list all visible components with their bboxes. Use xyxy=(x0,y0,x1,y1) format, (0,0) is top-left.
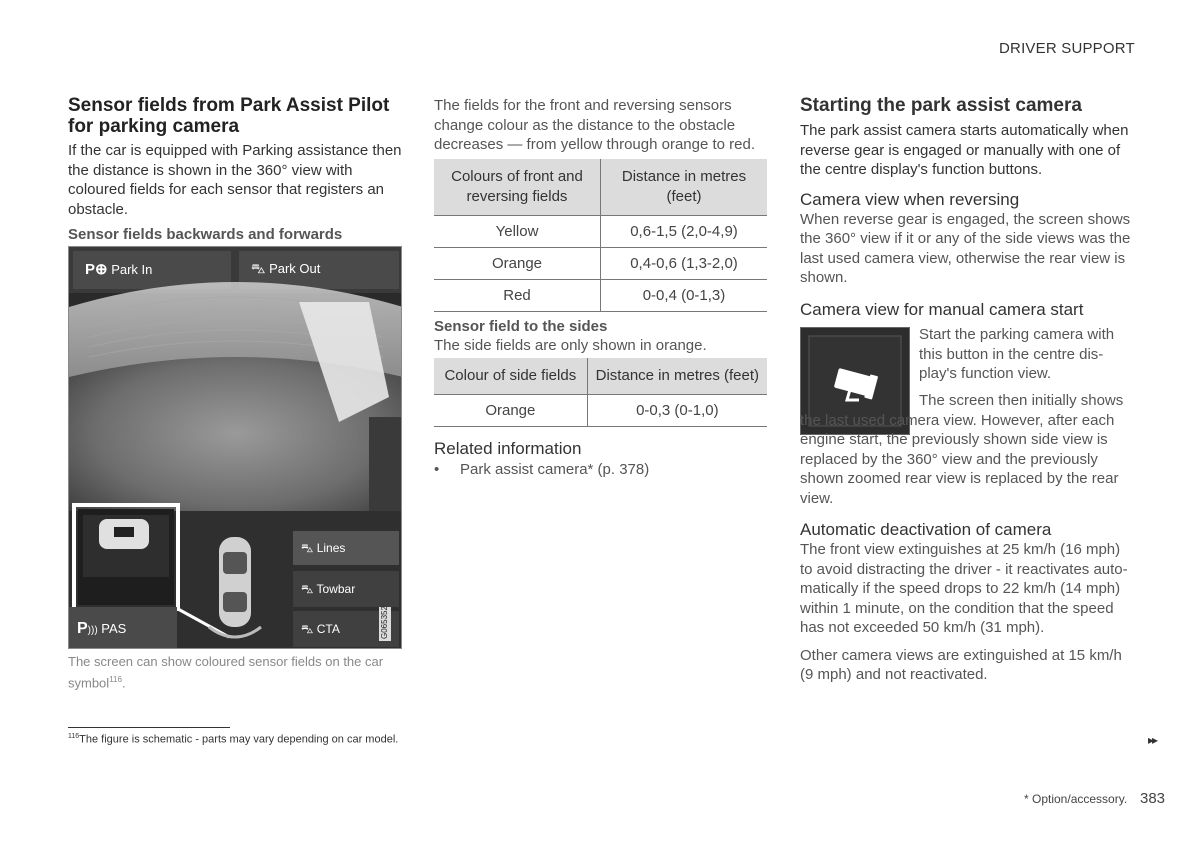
manual-start-text-2: The screen then initially shows the last used camera view. However, after each engine start, the previously shown side view is replaced by the 360° view and the previously shown zoomed rear view is replaced by the rear view. xyxy=(800,392,1124,507)
towbar-button[interactable] xyxy=(301,582,355,598)
side-sensor-table xyxy=(434,358,767,427)
lines-label: Lines xyxy=(316,541,346,555)
park-out-icon: ⛍ xyxy=(251,260,266,276)
section-header: DRIVER SUPPORT xyxy=(999,40,1135,57)
side-sensor-heading: Sensor field to the sides xyxy=(434,317,608,335)
option-accessory-note: * Option/accessory. xyxy=(1024,792,1128,806)
towbar-label: Towbar xyxy=(316,582,356,596)
table-row xyxy=(434,279,767,311)
related-heading: Related information xyxy=(434,439,582,458)
park-out-button[interactable] xyxy=(251,260,320,279)
column-3 xyxy=(800,95,1135,320)
table-cell: 0-0,3 (0-1,0) xyxy=(587,395,767,427)
footnote-ref[interactable]: 116 xyxy=(109,675,122,684)
table-row xyxy=(434,215,767,247)
table-cell: 0,4-0,6 (1,3-2,0) xyxy=(601,247,768,279)
column-1 xyxy=(68,95,408,243)
column-2 xyxy=(434,96,767,480)
camera-intro: The park assist camera starts automatically when reverse gear is engaged or manually with one of the centre display's function buttons. xyxy=(800,122,1129,178)
table2-header-colour: Colour of side fields xyxy=(434,358,587,395)
intro-paragraph: If the car is equipped with Parking assistance then the distance is shown in the 360° view with coloured fields for each sensor that registers an obstacle. xyxy=(68,142,402,218)
reversing-heading: Camera view when reversing xyxy=(800,189,1020,209)
section-title: Sensor fields from Park Assist Pilot for parking camera xyxy=(68,95,390,137)
other-views-text: Other camera views are extinguished at 15 km/h (9 mph) and not reactivated. xyxy=(800,646,1122,683)
auto-deactivation-heading: Automatic deactivation of camera xyxy=(800,520,1052,539)
page-number: 383 xyxy=(1140,790,1166,807)
pas-label: PAS xyxy=(101,621,127,636)
cta-icon: ⛍ xyxy=(301,622,314,636)
parking-camera-screen-figure xyxy=(68,246,402,649)
lines-icon: ⛍ xyxy=(301,541,314,555)
table1-header-colour: Colours of front and reversing fields xyxy=(434,159,601,216)
table-row xyxy=(434,247,767,279)
front-rear-sensor-table xyxy=(434,159,767,312)
table2-header-distance: Distance in metres (feet) xyxy=(587,358,767,395)
manual-start-heading: Camera view for manual camera start xyxy=(800,299,1084,319)
reversing-text: When reverse gear is engaged, the screen shows the 360° view if it or any of the side views was the last used camera view, otherwise the rear view is shown. xyxy=(800,210,1131,286)
bullet-icon: • xyxy=(434,461,440,478)
figure-caption: The screen can show coloured sensor fields on the car symbol$^{116}$. xyxy=(68,654,384,691)
towbar-icon: ⛍ xyxy=(301,582,314,596)
footnote xyxy=(68,733,398,746)
park-in-label: Park In xyxy=(111,262,153,277)
figure-caption-text: The screen can show coloured sensor fields on the car symbol xyxy=(68,654,384,691)
park-out-label: Park Out xyxy=(269,261,321,276)
footnote-divider xyxy=(68,727,230,728)
table-cell: Yellow xyxy=(434,215,601,247)
camera-section-title: Starting the park assist camera xyxy=(800,95,1082,116)
related-list-item xyxy=(434,460,767,480)
table1-header-distance: Distance in metres (feet) xyxy=(601,159,768,216)
footnote-number: 116 xyxy=(68,733,80,740)
table-cell: Orange xyxy=(434,395,587,427)
footnote-text: The figure is schematic - parts may vary depending on car model. xyxy=(79,733,399,746)
table-cell: Orange xyxy=(434,247,601,279)
pas-button[interactable]: P))) PAS xyxy=(77,620,127,637)
side-sensor-text: The side fields are only shown in orange. xyxy=(434,336,707,354)
cta-label: CTA xyxy=(316,622,340,636)
colour-intro: The fields for the front and reversing sensors change colour as the distance to the obstacle decreases — from yellow through orange to red. xyxy=(434,97,755,153)
table-cell: 0-0,4 (0-1,3) xyxy=(601,279,768,311)
table-cell: 0,6-1,5 (2,0-4,9) xyxy=(601,215,768,247)
auto-deactivation-block xyxy=(800,520,1135,685)
cta-button[interactable] xyxy=(301,622,340,638)
figure-code: G065352 xyxy=(380,606,389,639)
related-link[interactable]: Park assist camera* (p. 378) xyxy=(460,461,650,478)
park-in-button[interactable] xyxy=(85,260,152,278)
pas-icon: P xyxy=(77,620,88,637)
auto-deactivation-text: The front view extinguishes at 25 km/h (16 mph) to avoid distracting the driver - it reactivates auto-matically if the speed drops to 22 km/h (14 mph) within 1 minute, on the condition that the speed has not exceeded 50 km/h (31 mph). xyxy=(800,541,1128,636)
lines-button[interactable] xyxy=(301,541,345,557)
figure-subheading: Sensor fields backwards and forwards xyxy=(68,226,343,243)
continue-arrows-icon: ▸▸ xyxy=(1148,733,1157,747)
park-in-icon: P⊕ xyxy=(85,261,108,278)
table-cell: Red xyxy=(434,279,601,311)
table-row xyxy=(434,395,767,427)
manual-start-text-1: Start the parking camera with this button in the centre dis-play's function view. xyxy=(919,326,1115,382)
